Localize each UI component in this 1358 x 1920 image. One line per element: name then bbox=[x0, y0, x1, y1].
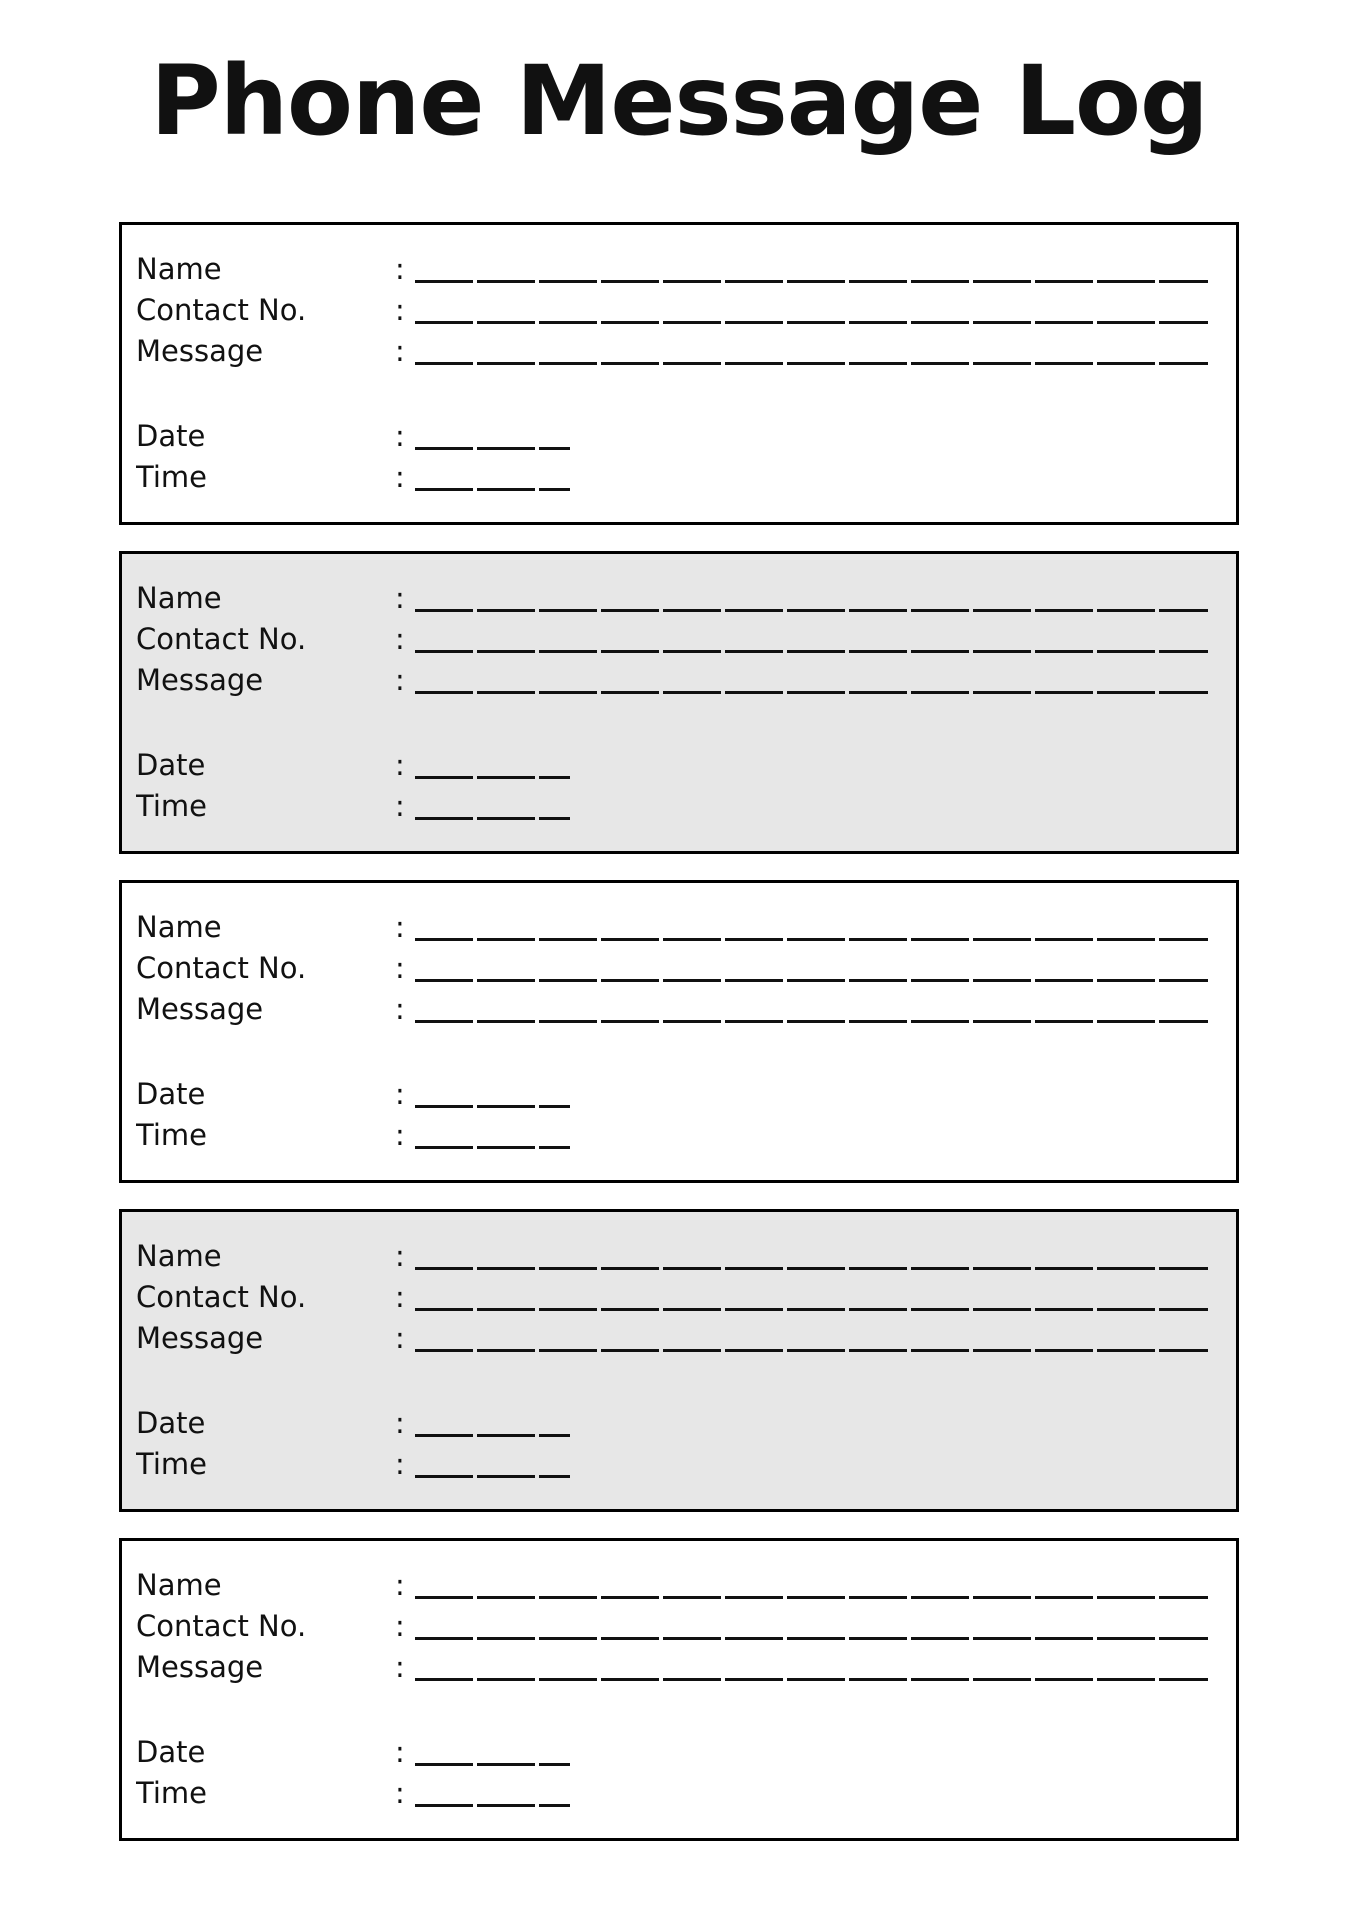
field-colon: : bbox=[395, 459, 405, 494]
field-row-name bbox=[136, 578, 1208, 619]
date-value bbox=[415, 419, 420, 453]
contact-label: Contact No. bbox=[136, 621, 307, 656]
contact-label: Contact No. bbox=[136, 950, 307, 985]
message-label: Message bbox=[136, 1320, 264, 1355]
date-input-line[interactable] bbox=[415, 1074, 570, 1115]
contact-input-line[interactable] bbox=[415, 619, 1208, 660]
message-value bbox=[415, 663, 420, 697]
contact-label: Contact No. bbox=[136, 1608, 307, 1643]
field-colon: : bbox=[395, 1446, 405, 1481]
date-label: Date bbox=[136, 1734, 206, 1769]
contact-value bbox=[415, 622, 420, 656]
name-input-line[interactable] bbox=[415, 1565, 1208, 1606]
field-colon: : bbox=[395, 418, 405, 453]
date-label: Date bbox=[136, 747, 206, 782]
field-colon: : bbox=[395, 292, 405, 327]
field-colon: : bbox=[395, 662, 405, 697]
field-colon: : bbox=[395, 950, 405, 985]
field-row-date bbox=[136, 745, 1208, 786]
name-input-line[interactable] bbox=[415, 578, 1208, 619]
page-title: Phone Message Log bbox=[150, 45, 1208, 157]
name-input-line[interactable] bbox=[415, 907, 1208, 948]
time-label: Time bbox=[136, 1446, 207, 1481]
contact-input-line[interactable] bbox=[415, 1606, 1208, 1647]
field-row-date bbox=[136, 416, 1208, 457]
record-list bbox=[119, 222, 1239, 1841]
message-input-line[interactable] bbox=[415, 989, 1208, 1030]
name-input-line[interactable] bbox=[415, 249, 1208, 290]
field-row-name bbox=[136, 1236, 1208, 1277]
field-row-message bbox=[136, 660, 1208, 701]
name-label: Name bbox=[136, 909, 222, 944]
field-row-time bbox=[136, 786, 1208, 827]
field-colon: : bbox=[395, 251, 405, 286]
date-label: Date bbox=[136, 418, 206, 453]
date-value bbox=[415, 1735, 420, 1769]
date-label: Date bbox=[136, 1405, 206, 1440]
name-input-line[interactable] bbox=[415, 1236, 1208, 1277]
contact-input-line[interactable] bbox=[415, 948, 1208, 989]
field-row-message bbox=[136, 331, 1208, 372]
message-value bbox=[415, 1321, 420, 1355]
message-value bbox=[415, 1650, 420, 1684]
contact-label: Contact No. bbox=[136, 1279, 307, 1314]
name-label: Name bbox=[136, 251, 222, 286]
message-record bbox=[119, 1538, 1239, 1841]
field-colon: : bbox=[395, 1076, 405, 1111]
contact-input-line[interactable] bbox=[415, 1277, 1208, 1318]
field-row-message bbox=[136, 989, 1208, 1030]
time-value bbox=[415, 460, 420, 494]
time-label: Time bbox=[136, 459, 207, 494]
time-input-line[interactable] bbox=[415, 1444, 570, 1485]
message-input-line[interactable] bbox=[415, 331, 1208, 372]
message-record bbox=[119, 1209, 1239, 1512]
contact-value bbox=[415, 293, 420, 327]
message-record bbox=[119, 880, 1239, 1183]
field-row-contact bbox=[136, 290, 1208, 331]
field-row-date bbox=[136, 1732, 1208, 1773]
field-colon: : bbox=[395, 1405, 405, 1440]
field-colon: : bbox=[395, 1734, 405, 1769]
contact-value bbox=[415, 1280, 420, 1314]
field-row-contact bbox=[136, 619, 1208, 660]
contact-value bbox=[415, 951, 420, 985]
name-label: Name bbox=[136, 580, 222, 615]
field-row-date bbox=[136, 1074, 1208, 1115]
date-value bbox=[415, 1406, 420, 1440]
time-value bbox=[415, 789, 420, 823]
field-row-name bbox=[136, 907, 1208, 948]
time-value bbox=[415, 1776, 420, 1810]
field-colon: : bbox=[395, 1320, 405, 1355]
name-value bbox=[415, 252, 420, 286]
time-label: Time bbox=[136, 1117, 207, 1152]
time-label: Time bbox=[136, 788, 207, 823]
name-value bbox=[415, 1568, 420, 1602]
date-label: Date bbox=[136, 1076, 206, 1111]
time-input-line[interactable] bbox=[415, 1773, 570, 1814]
contact-label: Contact No. bbox=[136, 292, 307, 327]
field-colon: : bbox=[395, 909, 405, 944]
field-colon: : bbox=[395, 747, 405, 782]
field-row-contact bbox=[136, 948, 1208, 989]
message-label: Message bbox=[136, 333, 264, 368]
field-row-time bbox=[136, 1115, 1208, 1156]
field-colon: : bbox=[395, 580, 405, 615]
date-input-line[interactable] bbox=[415, 1732, 570, 1773]
field-row-message bbox=[136, 1318, 1208, 1359]
message-input-line[interactable] bbox=[415, 1318, 1208, 1359]
message-label: Message bbox=[136, 662, 264, 697]
date-input-line[interactable] bbox=[415, 745, 570, 786]
field-colon: : bbox=[395, 1238, 405, 1273]
field-row-time bbox=[136, 457, 1208, 498]
message-value bbox=[415, 334, 420, 368]
date-value bbox=[415, 748, 420, 782]
time-label: Time bbox=[136, 1775, 207, 1810]
message-input-line[interactable] bbox=[415, 1647, 1208, 1688]
field-colon: : bbox=[395, 788, 405, 823]
field-colon: : bbox=[395, 1649, 405, 1684]
time-value bbox=[415, 1118, 420, 1152]
name-value bbox=[415, 581, 420, 615]
time-input-line[interactable] bbox=[415, 1115, 570, 1156]
field-row-contact bbox=[136, 1606, 1208, 1647]
field-row-time bbox=[136, 1773, 1208, 1814]
name-value bbox=[415, 910, 420, 944]
time-input-line[interactable] bbox=[415, 457, 570, 498]
field-row-time bbox=[136, 1444, 1208, 1485]
date-input-line[interactable] bbox=[415, 416, 570, 457]
message-record bbox=[119, 222, 1239, 525]
field-colon: : bbox=[395, 1608, 405, 1643]
time-input-line[interactable] bbox=[415, 786, 570, 827]
field-row-name bbox=[136, 249, 1208, 290]
field-row-message bbox=[136, 1647, 1208, 1688]
field-colon: : bbox=[395, 621, 405, 656]
field-colon: : bbox=[395, 991, 405, 1026]
name-value bbox=[415, 1239, 420, 1273]
name-label: Name bbox=[136, 1238, 222, 1273]
contact-input-line[interactable] bbox=[415, 290, 1208, 331]
field-colon: : bbox=[395, 1775, 405, 1810]
date-value bbox=[415, 1077, 420, 1111]
date-input-line[interactable] bbox=[415, 1403, 570, 1444]
message-value bbox=[415, 992, 420, 1026]
message-record bbox=[119, 551, 1239, 854]
field-colon: : bbox=[395, 1279, 405, 1314]
field-row-name bbox=[136, 1565, 1208, 1606]
field-row-contact bbox=[136, 1277, 1208, 1318]
message-label: Message bbox=[136, 991, 264, 1026]
contact-value bbox=[415, 1609, 420, 1643]
field-row-date bbox=[136, 1403, 1208, 1444]
field-colon: : bbox=[395, 1117, 405, 1152]
time-value bbox=[415, 1447, 420, 1481]
field-colon: : bbox=[395, 333, 405, 368]
name-label: Name bbox=[136, 1567, 222, 1602]
message-input-line[interactable] bbox=[415, 660, 1208, 701]
field-colon: : bbox=[395, 1567, 405, 1602]
message-label: Message bbox=[136, 1649, 264, 1684]
